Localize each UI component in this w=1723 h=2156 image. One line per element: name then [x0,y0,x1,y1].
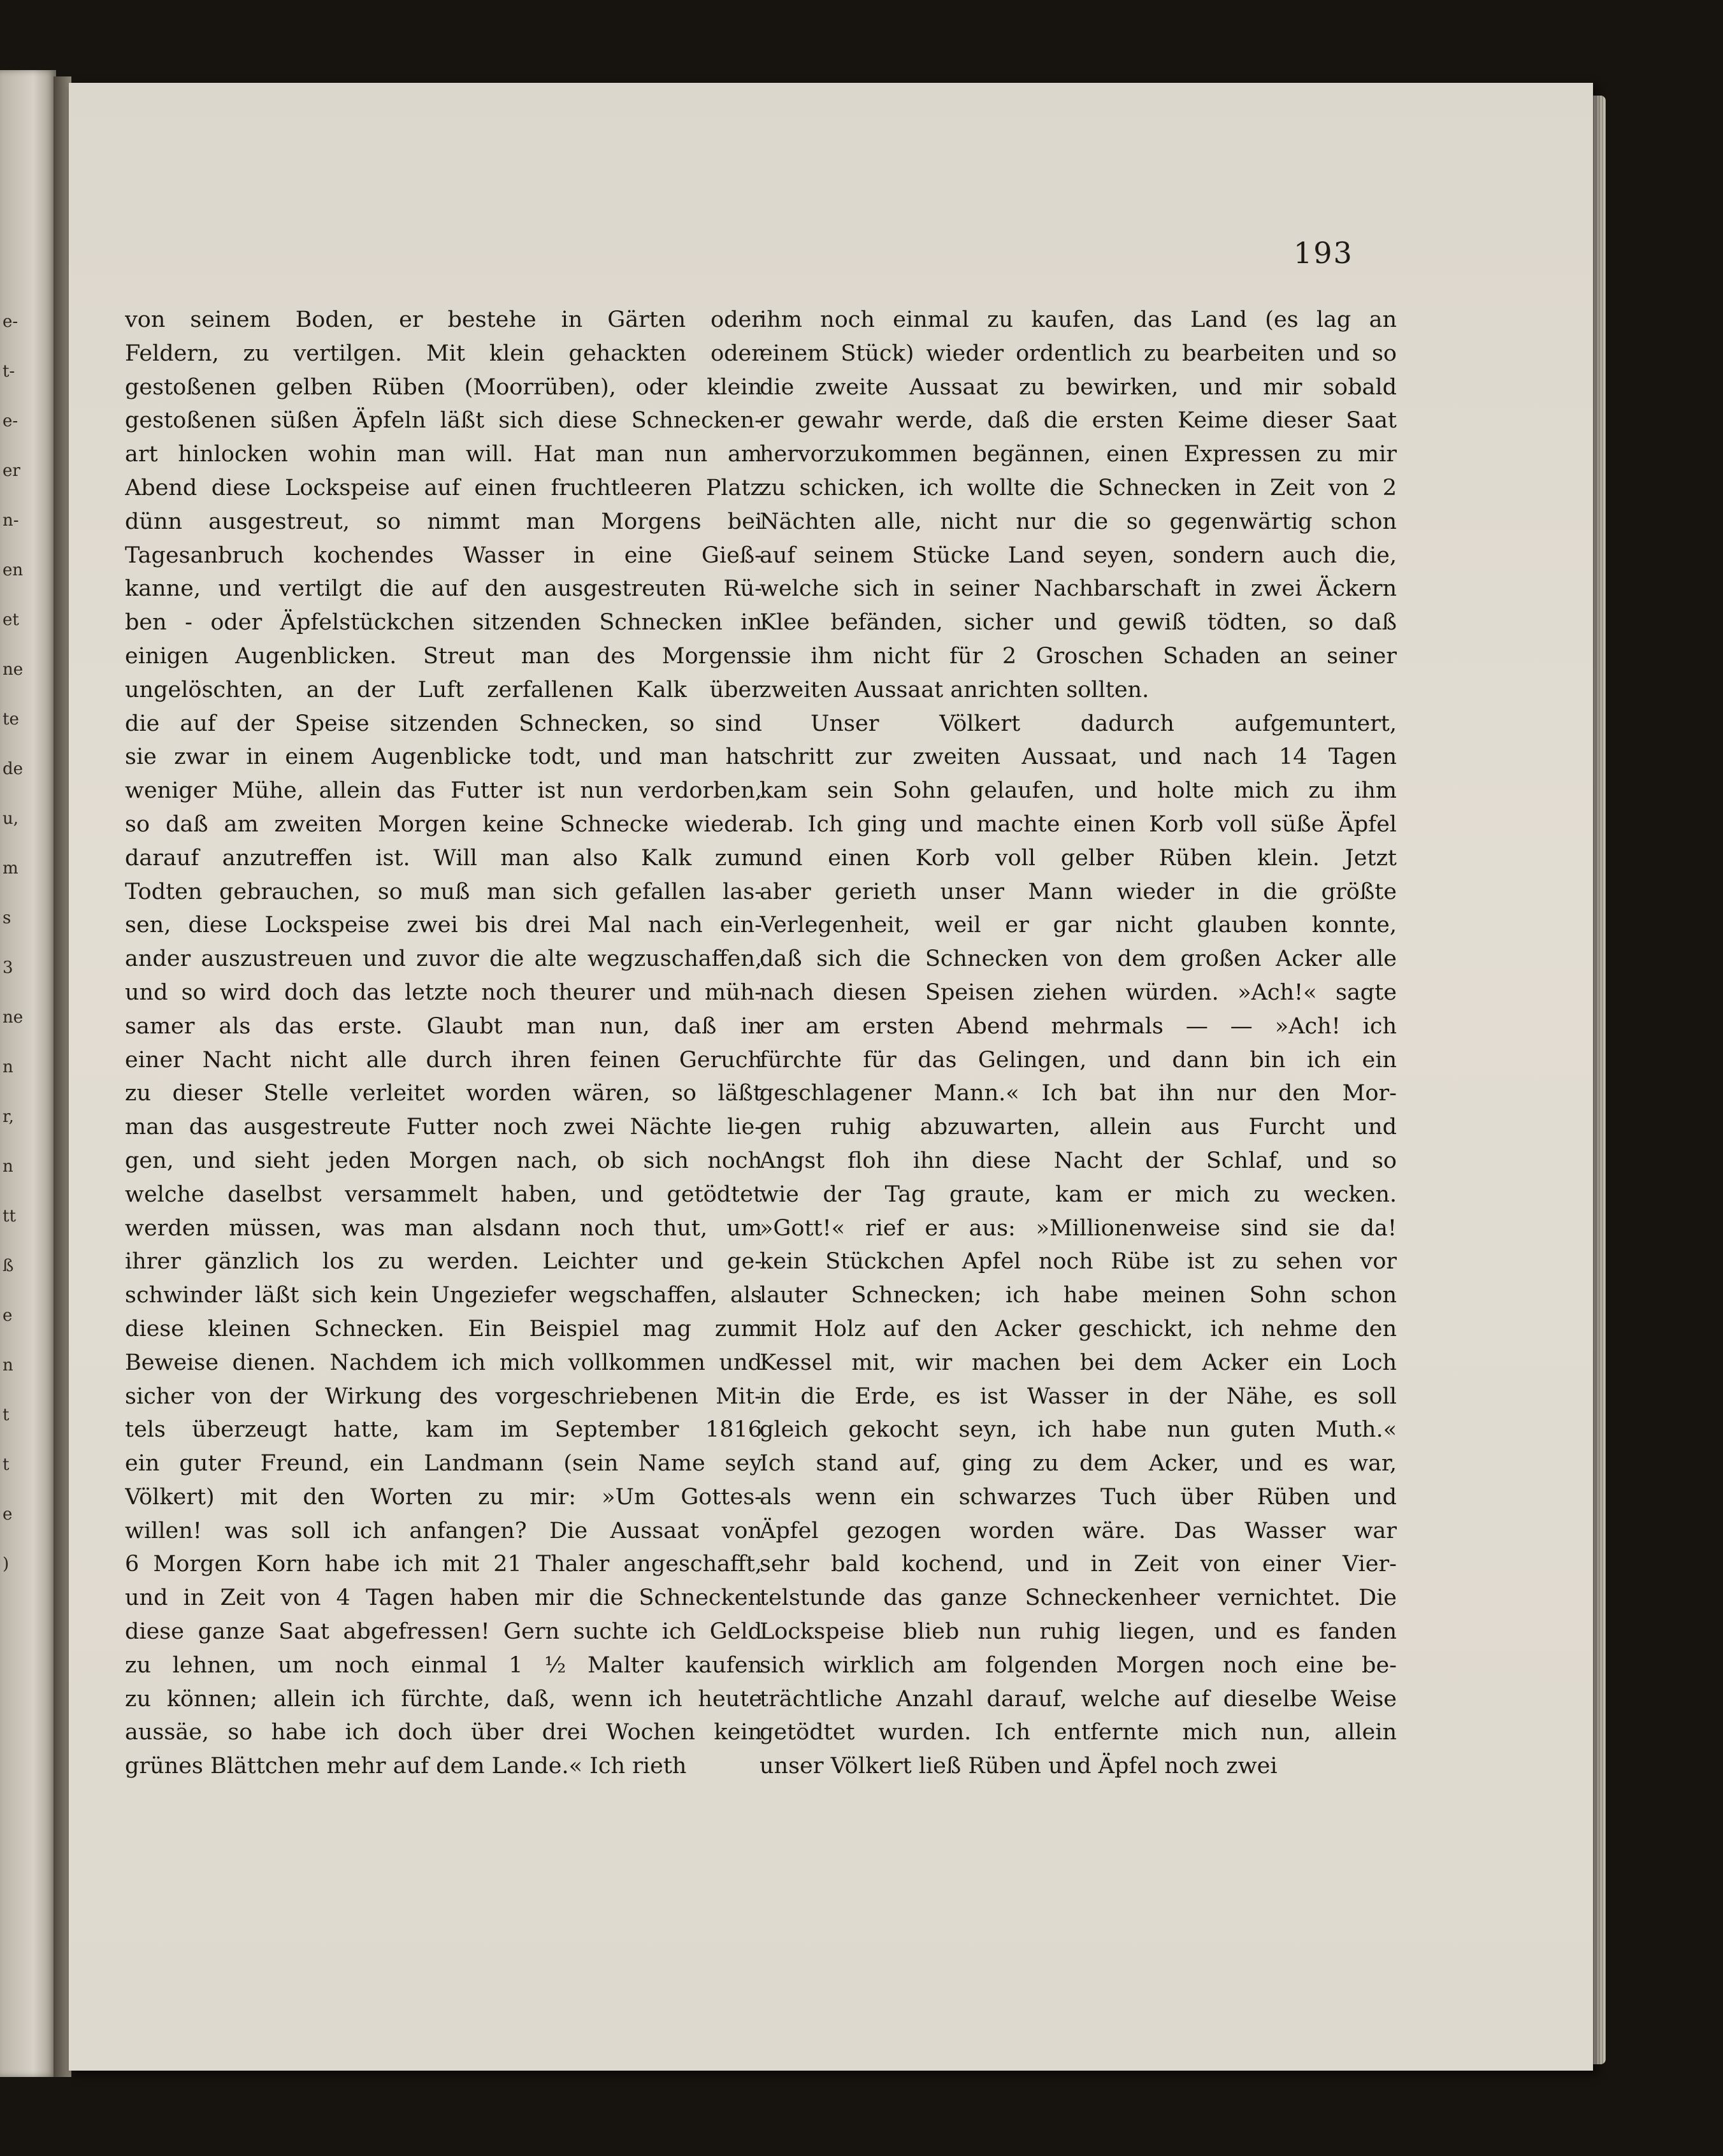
previous-page-fragment: t [3,1455,10,1474]
text-line: zu schicken, ich wollte die Schnecken in Zeit von 2 [760,475,1397,501]
text-line: auf seinem Stücke Land seyen, sondern auch die, [760,542,1397,568]
text-line: die zweite Aussaat zu bewirken, und mir sobald [760,374,1397,400]
text-line: er am ersten Abend mehrmals — — »Ach! ich [760,1013,1397,1039]
text-line: kanne, und vertilgt die auf den ausgestreuten Rü- [125,576,762,602]
previous-page-fragment: t- [3,362,15,381]
previous-page-fragment: ne [3,1008,24,1027]
text-line: telstunde das ganze Schneckenheer vernichtet. Die [760,1585,1397,1611]
text-line: Äpfel gezogen worden wäre. Das Wasser war [760,1518,1397,1544]
text-line: gleich gekocht seyn, ich habe nun guten Muth.« [760,1417,1397,1443]
previous-page-edge [0,70,56,2077]
text-line: gestoßenen gelben Rüben (Moorrüben), oder klein [125,374,762,400]
text-line: ihrer gänzlich los zu werden. Leichter und ge- [125,1249,762,1275]
text-line: Klee befänden, sicher und gewiß tödten, so daß [760,610,1397,636]
text-line: aussäe, so habe ich doch über drei Wochen kein [125,1720,762,1746]
previous-page-fragment: e [3,1505,13,1524]
previous-page-fragment: n [3,1356,13,1375]
previous-page-fragment: te [3,710,19,729]
text-line: ein guter Freund, ein Landmann (sein Name sey [125,1451,762,1477]
previous-page-fragment: ) [3,1555,10,1574]
text-line: als wenn ein schwarzes Tuch über Rüben und [760,1484,1397,1510]
text-line: ihm noch einmal zu kaufen, das Land (es lag an [760,307,1397,333]
text-line: Angst floh ihn diese Nacht der Schlaf, und so [760,1147,1397,1174]
previous-page-fragment: et [3,610,19,629]
text-line: und in Zeit von 4 Tagen haben mir die Schnecken [125,1585,762,1611]
text-line: grünes Blättchen mehr auf dem Lande.« Ich rieth [125,1753,687,1779]
text-line: Beweise dienen. Nachdem ich mich vollkommen und [125,1349,762,1376]
text-line: von seinem Boden, er bestehe in Gärten oder [125,307,762,333]
text-line: man das ausgestreute Futter noch zwei Nächte lie- [125,1114,762,1140]
text-line: zu können; allein ich fürchte, daß, wenn ich heute [125,1686,762,1712]
text-line: und so wird doch das letzte noch theurer und müh- [125,979,762,1005]
text-line: schritt zur zweiten Aussaat, und nach 14 Tagen [760,744,1397,770]
previous-page-text-fragments [0,70,51,2077]
text-line: lauter Schnecken; ich habe meinen Sohn schon [760,1283,1397,1309]
text-line: Unser Völkert dadurch aufgemuntert, [811,710,1397,737]
text-line: zu lehnen, um noch einmal 1 ½ Malter kaufen [125,1652,762,1678]
previous-page-fragment: n [3,1157,13,1176]
text-line: er gewahr werde, daß die ersten Keime dieser Saat [760,408,1397,434]
previous-page-fragment: m [3,859,18,878]
text-line: zu dieser Stelle verleitet worden wären, so läßt [125,1081,762,1107]
text-line: samer als das erste. Glaubt man nun, daß in [125,1013,762,1039]
text-line: kein Stückchen Apfel noch Rübe ist zu sehen vor [760,1249,1397,1275]
text-line: daß sich die Schnecken von dem großen Acker alle [760,946,1397,972]
text-line: 6 Morgen Korn habe ich mit 21 Thaler angeschafft, [125,1551,762,1577]
text-line: Todten gebrauchen, so muß man sich gefallen las- [125,879,762,905]
text-line: sen, diese Lockspeise zwei bis drei Mal nach ein- [125,912,762,938]
text-line: in die Erde, es ist Wasser in der Nähe, es soll [760,1383,1397,1409]
text-line: art hinlocken wohin man will. Hat man nun am [125,442,762,468]
previous-page-fragment: n [3,1058,13,1077]
text-line: Abend diese Lockspeise auf einen fruchtleeren Platz [125,475,762,501]
previous-page-fragment: u, [3,809,19,828]
text-line: Völkert) mit den Worten zu mir: »Um Gottes- [125,1484,762,1510]
text-line: hervorzukommen begännen, einen Expressen zu mir [760,442,1397,468]
text-line: unser Völkert ließ Rüben und Äpfel noch zwei [760,1753,1278,1779]
text-line: einem Stück) wieder ordentlich zu bearbeiten und so [760,340,1397,366]
text-line: trächtliche Anzahl darauf, welche auf dieselbe Weise [760,1686,1397,1712]
text-line: nach diesen Speisen ziehen würden. »Ach!« sagte [760,979,1397,1005]
text-line: diese kleinen Schnecken. Ein Beispiel mag zum [125,1316,762,1342]
text-line: Feldern, zu vertilgen. Mit klein gehackten oder [125,340,762,366]
previous-page-fragment: ß [3,1256,14,1276]
previous-page-fragment: er [3,461,20,480]
text-line: die auf der Speise sitzenden Schnecken, so sind [125,710,762,737]
text-line: willen! was soll ich anfangen? Die Aussaat von [125,1518,762,1544]
text-line: gen ruhig abzuwarten, allein aus Furcht und [760,1114,1397,1140]
previous-page-fragment: en [3,561,24,580]
previous-page-fragment: s [3,909,11,928]
text-line: aber gerieth unser Mann wieder in die größte [760,879,1397,905]
text-line: gestoßenen süßen Äpfeln läßt sich diese Schnecken- [125,408,762,434]
previous-page-fragment: tt [3,1207,16,1226]
text-line: getödtet wurden. Ich entfernte mich nun, allein [760,1720,1397,1746]
text-line: ungelöschten, an der Luft zerfallenen Kalk über [125,677,762,703]
previous-page-fragment: n- [3,511,19,530]
text-line: weniger Mühe, allein das Futter ist nun verdorben, [125,778,762,804]
text-line: diese ganze Saat abgefressen! Gern suchte ich Geld [125,1619,762,1645]
previous-page-fragment: r, [3,1107,14,1126]
text-line: sicher von der Wirkung des vorgeschriebenen Mit- [125,1383,762,1409]
text-line: tels überzeugt hatte, kam im September 1816 [125,1417,762,1443]
page-number: 193 [1294,236,1353,270]
text-line: ab. Ich ging und machte einen Korb voll süße Äpfel [760,811,1397,837]
text-line: darauf anzutreffen ist. Will man also Kalk zum [125,845,762,871]
text-line: ander auszustreuen und zuvor die alte wegzuschaffen, [125,946,762,972]
text-line: Lockspeise blieb nun ruhig liegen, und es fanden [760,1619,1397,1645]
text-line: dünn ausgestreut, so nimmt man Morgens bei [125,508,762,535]
text-line: sie zwar in einem Augenblicke todt, und man hat [125,744,762,770]
text-line: zweiten Aussaat anrichten sollten. [760,677,1150,703]
text-line: welche sich in seiner Nachbarschaft in zwei Äckern [760,576,1397,602]
previous-page-fragment: e- [3,312,18,331]
text-column-right [760,303,1397,1783]
text-line: mit Holz auf den Acker geschickt, ich nehme den [760,1316,1397,1342]
previous-page-fragment: t [3,1405,10,1425]
text-line: einer Nacht nicht alle durch ihren feinen Geruch [125,1047,762,1073]
text-line: werden müssen, was man alsdann noch thut, um [125,1215,762,1241]
previous-page-fragment: de [3,759,24,779]
text-line: und einen Korb voll gelber Rüben klein. Jetzt [760,845,1397,871]
text-column-left [125,303,762,1783]
text-line: sie ihm nicht für 2 Groschen Schaden an seiner [760,643,1397,669]
text-line: Tagesanbruch kochendes Wasser in eine Gieß- [125,542,762,568]
text-line: gen, und sieht jeden Morgen nach, ob sich noch [125,1147,762,1174]
text-line: welche daselbst versammelt haben, und getödtet [125,1181,762,1207]
previous-page-fragment: e [3,1306,13,1325]
previous-page-fragment: e- [3,412,18,431]
text-line: sehr bald kochend, und in Zeit von einer Vier- [760,1551,1397,1577]
text-line: geschlagener Mann.« Ich bat ihn nur den Mor- [760,1081,1397,1107]
text-line: Kessel mit, wir machen bei dem Acker ein Loch [760,1349,1397,1376]
text-line: einigen Augenblicken. Streut man des Morgens [125,643,762,669]
text-line: sich wirklich am folgenden Morgen noch eine be- [760,1652,1397,1678]
previous-page-fragment: ne [3,660,24,679]
text-line: wie der Tag graute, kam er mich zu wecken. [760,1181,1397,1207]
text-line: schwinder läßt sich kein Ungeziefer wegschaffen, als [125,1283,762,1309]
text-line: »Gott!« rief er aus: »Millionenweise sind sie da! [760,1215,1397,1241]
text-line: ben - oder Äpfelstückchen sitzenden Schnecken in [125,610,762,636]
previous-page-fragment: 3 [3,958,13,977]
text-line: Ich stand auf, ging zu dem Acker, und es war, [760,1451,1397,1477]
text-line: kam sein Sohn gelaufen, und holte mich zu ihm [760,778,1397,804]
text-line: Verlegenheit, weil er gar nicht glauben konnte, [760,912,1397,938]
text-line: so daß am zweiten Morgen keine Schnecke wieder [125,811,762,837]
text-line: Nächten alle, nicht nur die so gegenwärtig schon [760,508,1397,535]
text-line: fürchte für das Gelingen, und dann bin ich ein [760,1047,1397,1073]
